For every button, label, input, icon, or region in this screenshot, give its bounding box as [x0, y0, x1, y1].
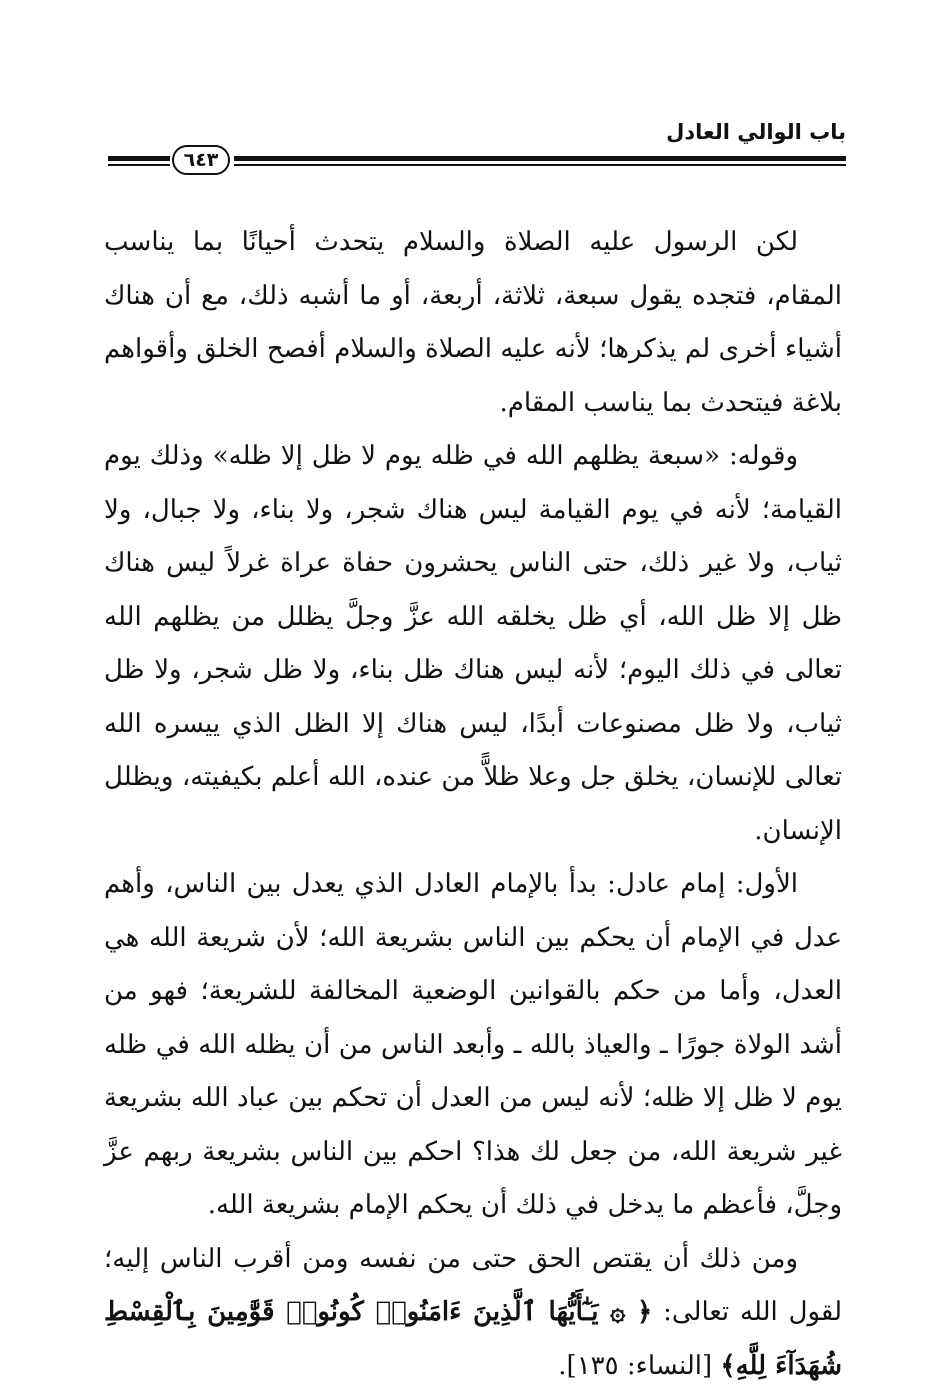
quran-verse: ﴿ ۞ يَـٰٓأَيُّهَا ٱلَّذِينَ ءَامَنُوا۟ كُونُوا۟ قَوَّٰمِينَ بِٱلْقِسْطِ شُهَدَآءَ لِلَّهِ﴾: [104, 1297, 842, 1381]
paragraph-3: الأول: إمام عادل: بدأ بالإمام العادل الذي يعدل بين الناس، وأهم عدل في الإمام أن يحكم بين الناس بشريعة الله؛ لأن شريعة الله هي العدل، وأما من حكم بالقوانين الوضعية المخالفة للشريعة؛ فهو من أشد الولاة جورًا ـ والعياذ بالله ـ وأبعد الناس من أن يظله الله في ظله يوم لا ظل إلا ظله؛ لأنه ليس من العدل أن تحكم بين عباد الله بشريعة غير شريعة الله، من جعل لك هذا؟ احكم بين الناس بشريعة ربهم عزَّ وجلَّ، فأعظم ما يدخل في ذلك أن يحكم الإمام بشريعة الله.: [104, 858, 842, 1233]
page-number: ٦٤٣: [172, 145, 230, 175]
paragraph-1: لكن الرسول عليه الصلاة والسلام يتحدث أحيانًا بما يناسب المقام، فتجده يقول سبعة، ثلاثة، أربعة، أو ما أشبه ذلك، مع أن هناك أشياء أخرى لم يذكرها؛ لأنه عليه الصلاة والسلام أفصح الخلق وأقواهم بلاغة فيتحدث بما يناسب المقام.: [104, 216, 842, 430]
chapter-title: باب الوالي العادل: [666, 118, 846, 146]
page-header: [108, 118, 846, 178]
paragraph-4-text: ومن ذلك أن يقتص الحق حتى من نفسه ومن أقرب الناس إليه؛ لقول الله تعالى:: [104, 1244, 842, 1328]
paragraph-4: [104, 1233, 842, 1393]
paragraph-2: وقوله: «سبعة يظلهم الله في ظله يوم لا ظل إلا ظله» وذلك يوم القيامة؛ لأنه في يوم القيامة ليس هناك شجر، ولا بناء، ولا جبال، ولا ثياب، ولا غير ذلك، حتى الناس يحشرون حفاة عراة غرلاً ليس هناك ظل إلا ظل الله، أي ظل يخلقه الله عزَّ وجلَّ يظلل من يظلهم الله تعالى في ذلك اليوم؛ لأنه ليس هناك ظل بناء، ولا ظل شجر، ولا ظل ثياب، ولا ظل مصنوعات أبدًا، ليس هناك إلا الظل الذي ييسره الله تعالى للإنسان، يخلق جل وعلا ظلاًّ من عنده، الله أعلم بكيفيته، ويظلل الإنسان.: [104, 430, 842, 858]
body-text: [104, 216, 842, 1393]
verse-citation: [النساء: ١٣٥].: [558, 1351, 720, 1381]
header-rule-left: [108, 156, 170, 166]
header-rule-right: [234, 156, 846, 166]
